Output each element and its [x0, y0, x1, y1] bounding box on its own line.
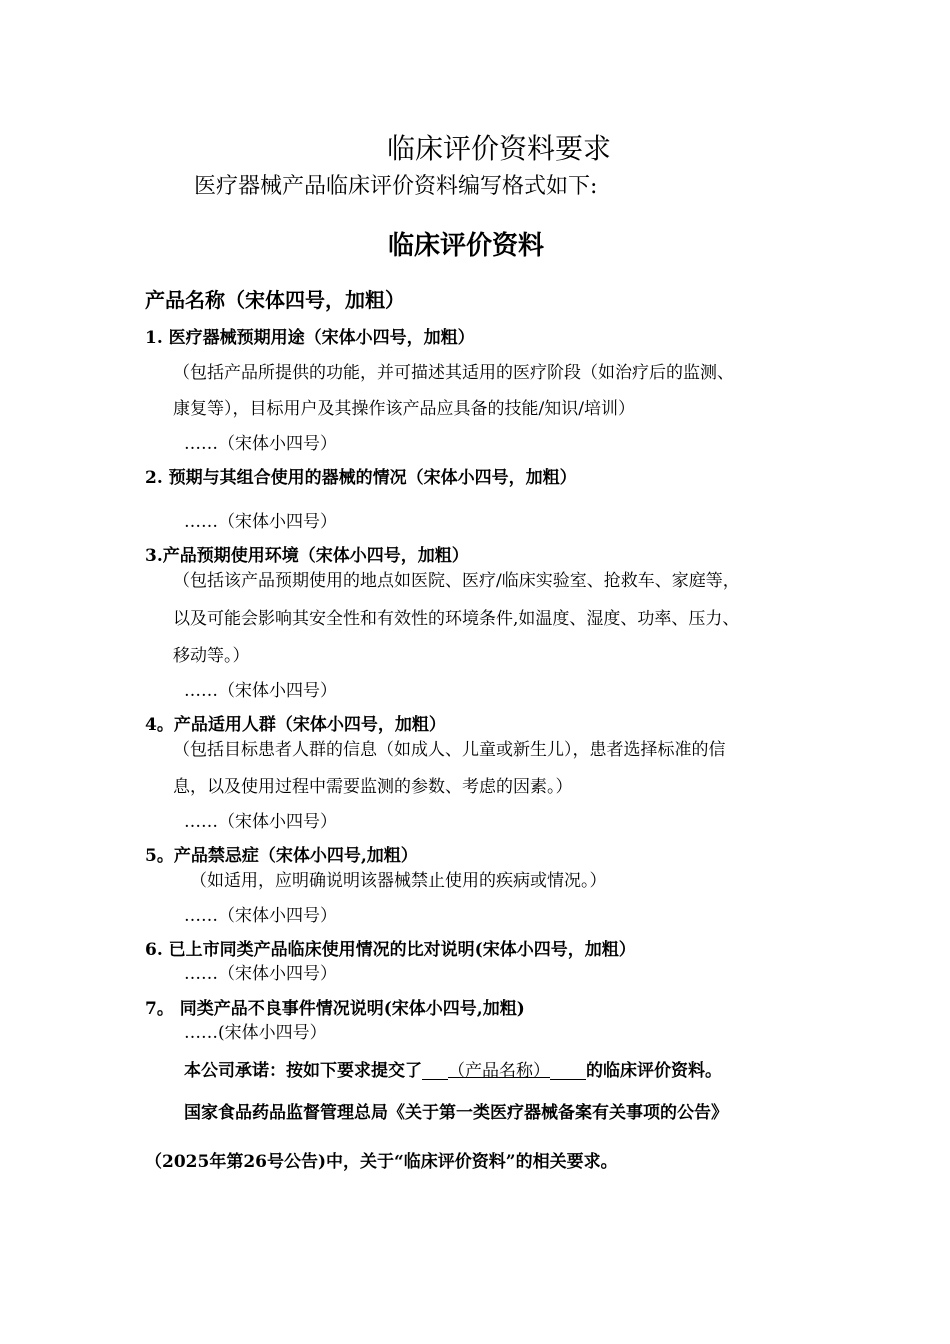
- section-5-desc-line-1: （如适用，应明确说明该器械禁止使用的疾病或情况。）: [190, 871, 607, 891]
- section-3-desc-line-3: 移动等。）: [173, 646, 250, 666]
- section-4-desc-line-2: 息，以及使用过程中需要监测的参数、考虑的因素。）: [173, 777, 573, 797]
- product-name-line: 产品名称（宋体四号，加粗）: [145, 288, 405, 312]
- section-3-title: 3.产品预期使用环境（宋体小四号，加粗）: [145, 546, 469, 566]
- product-name-blank-right: [550, 1061, 586, 1080]
- section-5-title: 5。产品禁忌症（宋体小四号,加粗）: [145, 846, 418, 866]
- section-3-desc-line-1: （包括该产品预期使用的地点如医院、医疗/临床实验室、抢救车、家庭等，: [173, 571, 740, 591]
- commitment-line: [184, 1061, 722, 1080]
- section-7-placeholder: ……(宋体小四号）: [184, 1023, 327, 1043]
- product-name-blank: （产品名称）: [448, 1061, 550, 1081]
- commitment-prefix: 本公司承诺：按如下要求提交了: [184, 1061, 422, 1081]
- section-4-placeholder: ……（宋体小四号）: [184, 812, 337, 832]
- section-1-title: 1. 医疗器械预期用途（宋体小四号，加粗）: [145, 328, 475, 348]
- section-1-desc-line-2: 康复等），目标用户及其操作该产品应具备的技能/知识/培训）: [173, 399, 635, 419]
- intro-line: 医疗器械产品临床评价资料编写格式如下:: [194, 174, 598, 199]
- section-4-title: 4。产品适用人群（宋体小四号，加粗）: [145, 715, 446, 735]
- section-heading: 临床评价资料: [388, 231, 545, 261]
- notice-line-1: 国家食品药品监督管理总局《关于第一类医疗器械备案有关事项的公告》: [184, 1103, 728, 1123]
- section-6-placeholder: ……（宋体小四号）: [184, 964, 337, 984]
- section-2-title: 2. 预期与其组合使用的器械的情况（宋体小四号，加粗）: [145, 468, 577, 488]
- section-6-title: 6. 已上市同类产品临床使用情况的比对说明(宋体小四号，加粗）: [145, 940, 636, 960]
- section-5-placeholder: ……（宋体小四号）: [184, 906, 337, 926]
- notice-line-2: （2025年第26号公告)中，关于“临床评价资料”的相关要求。: [145, 1152, 618, 1172]
- section-3-desc-line-2: 以及可能会影响其安全性和有效性的环境条件,如温度、湿度、功率、压力、: [173, 609, 740, 629]
- product-name-blank-left: [422, 1061, 448, 1080]
- commitment-suffix: 的临床评价资料。: [586, 1061, 722, 1081]
- section-4-desc-line-1: （包括目标患者人群的信息（如成人、儿童或新生儿），患者选择标准的信: [173, 740, 726, 760]
- section-1-desc-line-1: （包括产品所提供的功能，并可描述其适用的医疗阶段（如治疗后的监测、: [173, 363, 734, 383]
- section-7-title: 7。 同类产品不良事件情况说明(宋体小四号,加粗): [145, 999, 525, 1019]
- section-3-placeholder: ……（宋体小四号）: [184, 681, 337, 701]
- section-1-placeholder: ……（宋体小四号）: [184, 434, 337, 454]
- section-2-placeholder: ……（宋体小四号）: [184, 512, 337, 532]
- document-title: 临床评价资料要求: [387, 132, 612, 165]
